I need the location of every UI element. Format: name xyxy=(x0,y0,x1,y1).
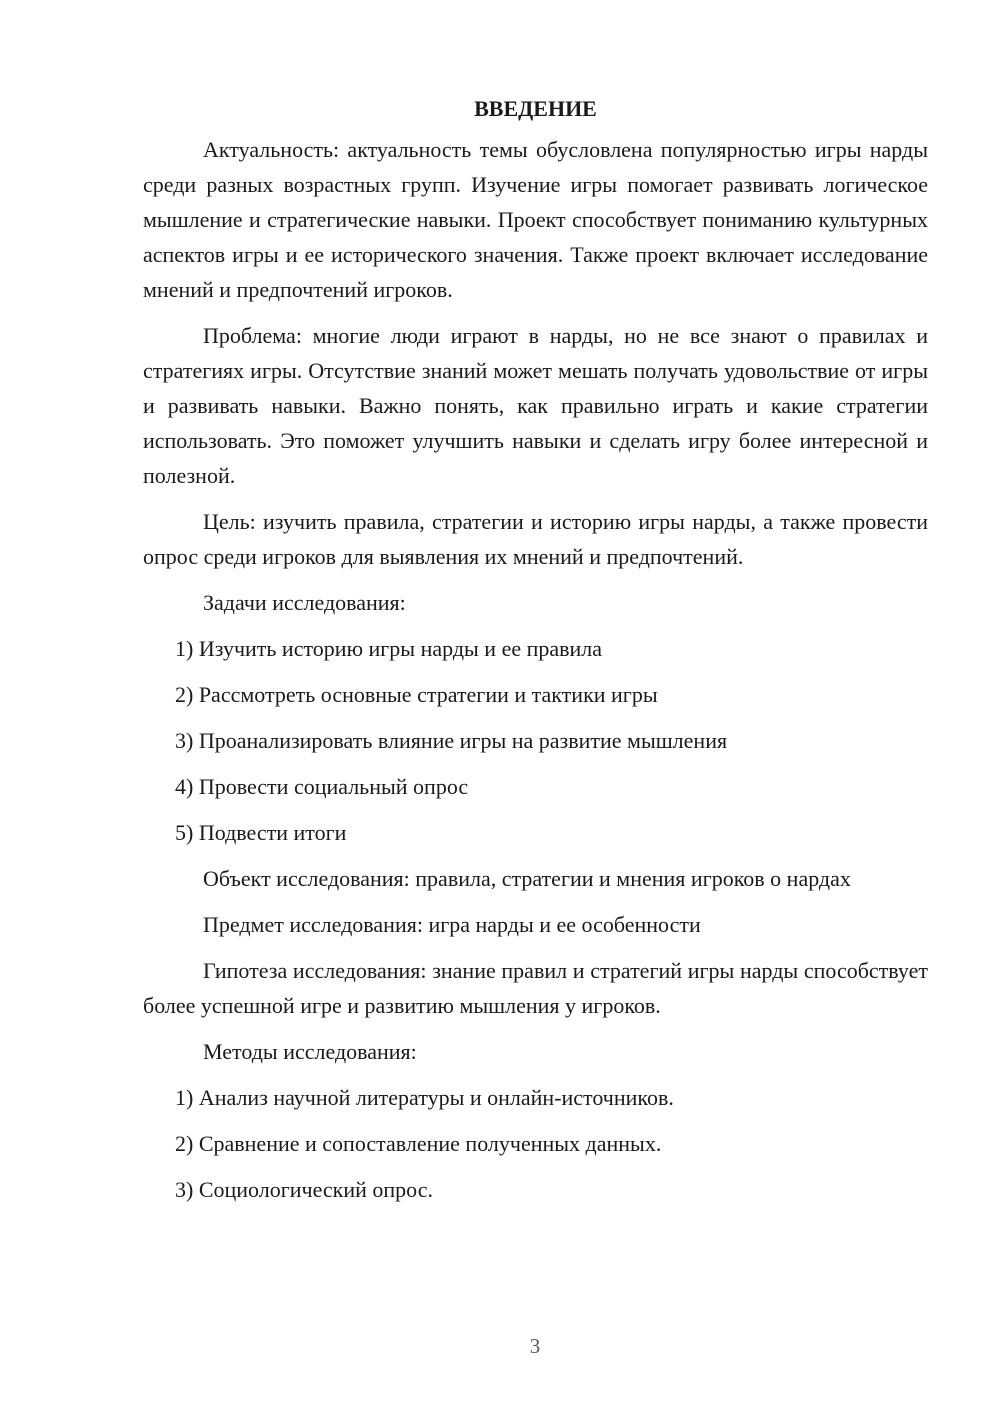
task-item: 5) Подвести итоги xyxy=(175,820,347,845)
method-item: 3) Социологический опрос. xyxy=(175,1177,433,1202)
document-page xyxy=(143,92,928,1218)
problem-paragraph: Проблема: многие люди играют в нарды, но не все знают о правилах и стратегиях игры. Отсутствие знаний может мешать получать удовольствие от игры и развивать навыки. Важно понять, как правильно играть и какие стратегии использовать. Это поможет улучшить навыки и сделать игру более интересной и полезной. xyxy=(143,323,928,488)
method-item: 1) Анализ научной литературы и онлайн-источников. xyxy=(175,1085,674,1110)
hypothesis-paragraph: Гипотеза исследования: знание правил и стратегий игры нарды способствует более успешной игре и развитию мышления у игроков. xyxy=(143,958,928,1018)
task-item: 3) Проанализировать влияние игры на развитие мышления xyxy=(175,728,728,753)
page-number: 3 xyxy=(529,1334,541,1358)
tasks-heading: Задачи исследования: xyxy=(203,590,406,615)
section-title: ВВЕДЕНИЕ xyxy=(474,96,597,121)
task-item: 4) Провести социальный опрос xyxy=(175,774,469,799)
goal-paragraph: Цель: изучить правила, стратегии и историю игры нарды, а также провести опрос среди игроков для выявления их мнений и предпочтений. xyxy=(143,509,928,569)
subject-paragraph: Предмет исследования: игра нарды и ее особенности xyxy=(203,912,701,937)
method-item: 2) Сравнение и сопоставление полученных данных. xyxy=(175,1131,662,1156)
object-paragraph: Объект исследования: правила, стратегии и мнения игроков о нардах xyxy=(203,866,851,891)
methods-heading: Методы исследования: xyxy=(203,1039,417,1064)
relevance-paragraph: Актуальность: актуальность темы обусловлена популярностью игры нарды среди разных возрастных групп. Изучение игры помогает развивать логическое мышление и стратегические навыки. Проект способствует пониманию культурных аспектов игры и ее исторического значения. Также проект включает исследование мнений и предпочтений игроков. xyxy=(143,137,928,302)
task-item: 1) Изучить историю игры нарды и ее правила xyxy=(175,636,603,661)
task-item: 2) Рассмотреть основные стратегии и тактики игры xyxy=(175,682,658,707)
